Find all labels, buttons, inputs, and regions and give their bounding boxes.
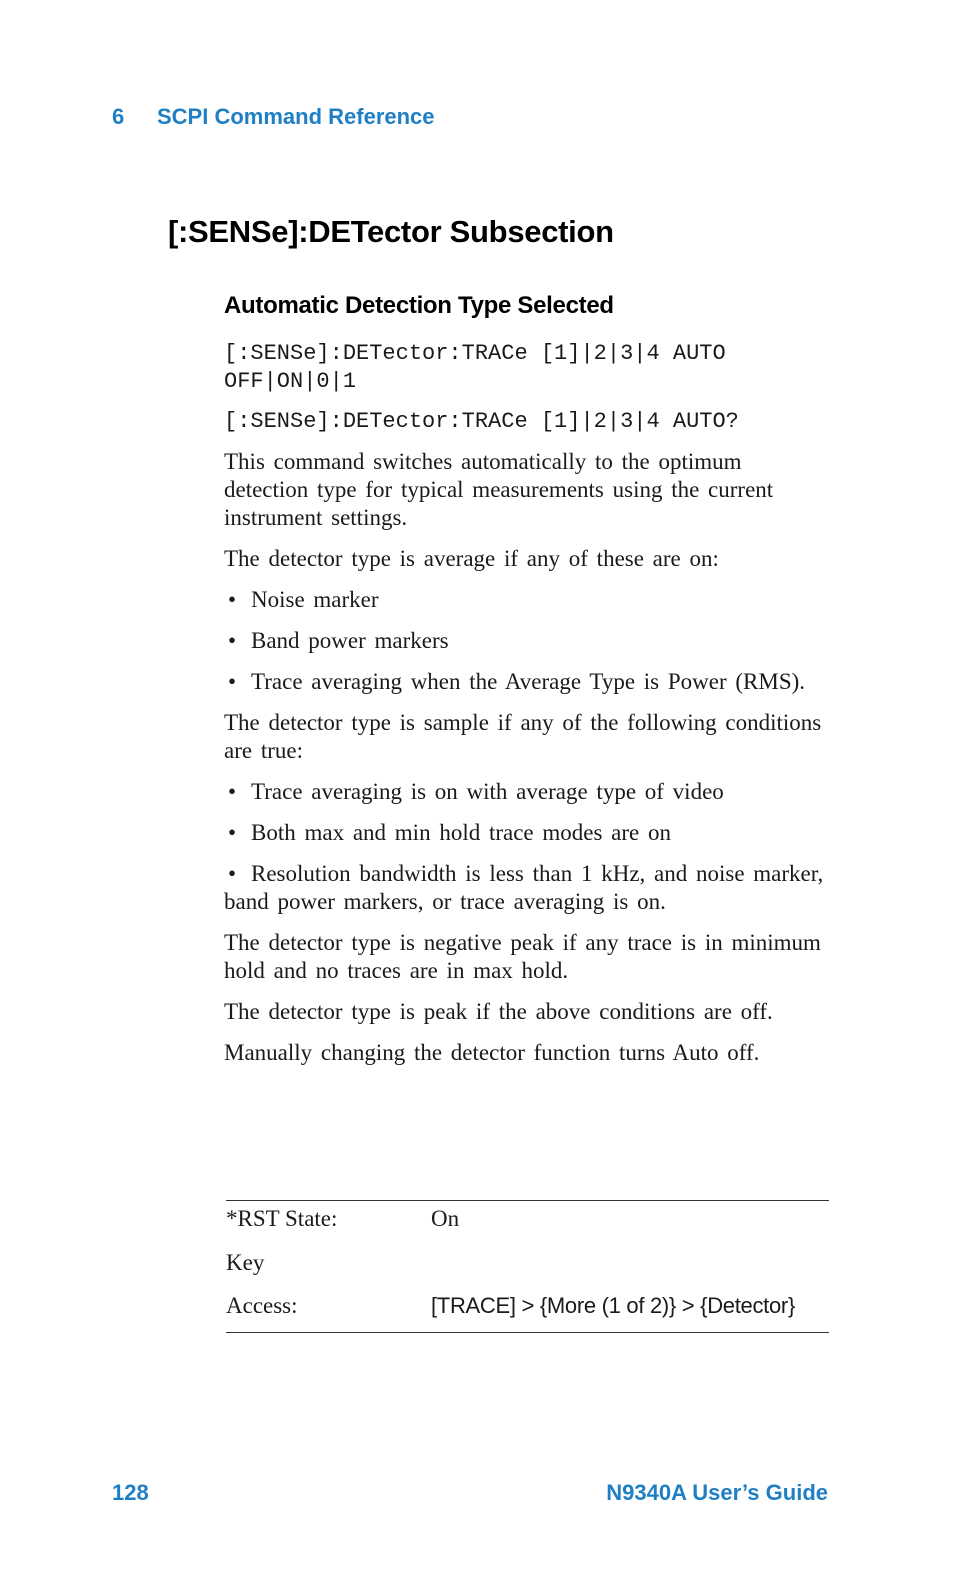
- running-header: [112, 104, 435, 130]
- subsection-title: Automatic Detection Type Selected: [224, 292, 614, 319]
- bullet-text: Band power markers: [251, 628, 449, 653]
- bullet-icon: •: [228, 628, 237, 653]
- paragraph-average-lead: The detector type is average if any of these are on:: [224, 546, 719, 571]
- bullet-text: Trace averaging is on with average type of video: [251, 779, 724, 804]
- section-title: [:SENSe]:DETector Subsection: [168, 214, 614, 249]
- command-syntax-set-part2: OFF|ON|0|1: [224, 369, 357, 394]
- list-item: [224, 627, 834, 655]
- body-content: [224, 340, 834, 1067]
- page-number: 128: [112, 1480, 149, 1505]
- list-item: [224, 668, 834, 696]
- bullet-icon: •: [228, 669, 237, 694]
- paragraph-peak: The detector type is peak if the above conditions are off.: [224, 999, 773, 1024]
- paragraph-sample-lead: The detector type is sample if any of the following conditions are true:: [224, 710, 822, 763]
- paragraph-intro: This command switches automatically to the optimum detection type for typical measurements using the current instrument settings.: [224, 449, 774, 530]
- rst-value: On: [431, 1206, 460, 1231]
- bullet-icon: •: [228, 779, 237, 804]
- command-syntax-set-part1: [:SENSe]:DETector:TRACe [1]|2|3|4 AUTO: [224, 341, 726, 366]
- command-syntax-set: [224, 340, 834, 396]
- list-item: [224, 586, 834, 614]
- chapter-number: 6: [112, 104, 125, 129]
- chapter-title: SCPI Command Reference: [157, 104, 435, 129]
- paragraph-manual: Manually changing the detector function turns Auto off.: [224, 1040, 760, 1065]
- key-label: Key: [226, 1250, 265, 1275]
- bullet-text: Noise marker: [251, 587, 379, 612]
- bullet-text: Both max and min hold trace modes are on: [251, 820, 672, 845]
- list-item: [224, 778, 834, 806]
- rst-access-table: [226, 1200, 829, 1333]
- bullet-text: Trace averaging when the Average Type is Power (RMS).: [251, 669, 806, 694]
- bullet-text: Resolution bandwidth is less than 1 kHz, and noise marker, band power markers, or trace averaging is on.: [224, 861, 824, 914]
- access-path: [TRACE] > {More (1 of 2)} > {Detector}: [431, 1293, 795, 1318]
- bullet-icon: •: [228, 861, 237, 886]
- bullet-icon: •: [228, 820, 237, 845]
- list-item: [224, 860, 834, 916]
- rst-label: *RST State:: [226, 1206, 338, 1231]
- list-item: [224, 819, 834, 847]
- command-syntax-query: [:SENSe]:DETector:TRACe [1]|2|3|4 AUTO?: [224, 409, 739, 434]
- access-label: Access:: [226, 1293, 298, 1318]
- bullet-icon: •: [228, 587, 237, 612]
- guide-title: N9340A User’s Guide: [606, 1480, 828, 1505]
- paragraph-negative-peak: The detector type is negative peak if any trace is in minimum hold and no traces are in max hold.: [224, 930, 821, 983]
